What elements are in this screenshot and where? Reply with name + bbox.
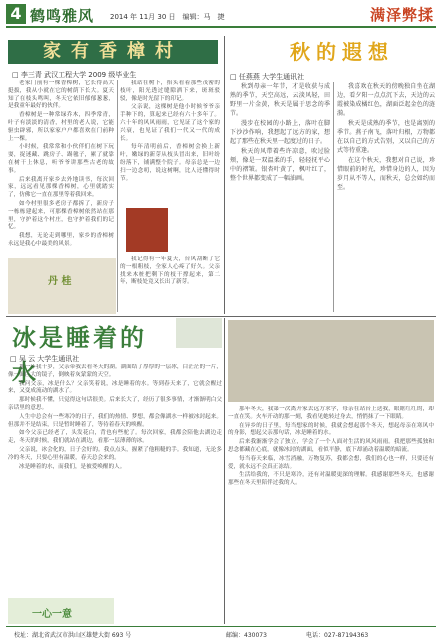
article-title-right: 秋的遐想 (290, 40, 394, 64)
paragraph: 秋天是成熟的季节，也是离别的季节。燕子南飞，落叶归根，万物都在以自己的方式告别，又以自己的方式等待重逢。 (337, 120, 435, 154)
paragraph: 香樟树是一种常绿乔木，四季常青，叶子有淡淡的清香，村里的老人说，它能驱虫辟邪，所以家家户户都喜欢在门前种上一棵。 (8, 112, 114, 142)
page-header (6, 4, 436, 28)
paragraph: 在这个秋天，我想对自己说，珍惜眼前的时光，珍惜身边的人，因为岁月从不等人，而秋天，总会如约而至。 (337, 157, 435, 191)
decorative-sketch (176, 318, 222, 348)
paragraph: 父亲说，冰会化的，日子会好的。我点点头，握紧了他粗糙的手。我知道，无论多冷的冬天，只要心里有温暖，春天总会来的。 (8, 446, 222, 461)
section-divider-horizontal (6, 316, 436, 317)
paragraph: 我记得有一年夏天，台风刮断了它的一根粗枝，全家人心疼了好久。父亲找来木桩把剩下的枝干撑起来，第二年，断枝处竟又长出了新芽。 (120, 256, 220, 286)
paragraph: 冰是睡着的水，而我们，是被爱唤醒的人。 (19, 463, 126, 470)
section-title: 满泽弊揉 (369, 6, 434, 24)
article-body-right-2 (337, 82, 435, 312)
paragraph: 父亲说，这棵树是他小时候爷爷亲手种下的，算起来已经有六十多年了。六十年的风风雨雨，它见证了这个家的兴衰，也见证了我们一代又一代的成长。 (120, 104, 220, 142)
paragraph: 那年冬天，我第一次离开家去远方求学，母亲在站台上送我，眼眶红红的，却一直在笑。火车开动的那一刻，我看见她转过身去，悄悄抹了一下眼睛。 (228, 406, 434, 420)
osmanthus-illustration (8, 258, 116, 314)
paragraph: 那时候我不懂，只觉得这句话很美。后来长大了，经历了很多事情，才渐渐明白父亲话里的意思。 (8, 397, 222, 411)
image-caption: 丹 桂 (48, 276, 72, 287)
article-body-bottom-right (228, 406, 434, 624)
paragraph: 那一年我十岁，父亲带我去看冬天的湖。湖面结了厚厚的一层冰，白茫茫的一片，像一面巨大的镜子，倒映着灰蒙蒙的天空。 (8, 364, 222, 378)
paragraph: 后来我渐渐学会了独立，学会了一个人面对生活的风风雨雨。我把那些孤独和思念都藏在心底，就像冰封的湖面，看似平静，底下却涌动着温暖的暗流。 (228, 439, 434, 453)
column-divider (333, 82, 334, 312)
photo (228, 320, 434, 402)
paragraph: 人生中总会有一些寒冷的日子，我们的热情、梦想，都会像湖水一样被冰封起来。但那并不是结束，只是暂时睡着了，等待着春天的唤醒。 (8, 413, 222, 428)
paragraph: 漫步在校园的小路上，落叶在脚下沙沙作响，我想起了远方的家，想起了那些在秋天里一起度过的日子。 (230, 120, 330, 145)
footer-phone: 电话：027-87194363 (306, 632, 369, 639)
byline-left: □ 李三青 武汉工程大学 2009 级毕业生 (12, 71, 137, 79)
article-title-bottom: 冰是睡着的水 (12, 323, 147, 387)
paragraph: 我喜欢在秋天的傍晚独自坐在湖边，看夕阳一点点沉下去，天边的云霞被染成橘红色，湖面泛起金色的涟漪。 (337, 83, 435, 117)
decorative-banner (8, 598, 114, 624)
paragraph: 在异乡的日子里，每当想家的时候，我就会想起那个冬天，想起母亲在寒风中的身影，想起父亲那句话，冰是睡着的水。 (228, 422, 434, 437)
section-divider (224, 36, 225, 314)
paragraph: 我问父亲，冰是什么？父亲笑着说，冰是睡着的水。等到春天来了，它就会醒过来，又变成流动的湖水了。 (8, 380, 222, 395)
byline-right: □ 任燕燕 大学生通讯社 (230, 73, 305, 81)
banner-caption: 一心一意 (32, 609, 72, 620)
section-divider (224, 318, 225, 624)
paragraph: 秋到母亲一年节，才是收获与成熟的季节，天空高远，云淡风轻，田野里一片金黄，秋天是属于思念的季节。 (230, 83, 330, 117)
paragraph: 小时候，我常常和小伙伴们在树下玩耍，捉迷藏、跳房子、踢毽子，累了就靠在树干上休息，听爷爷讲那些古老的故事。 (8, 144, 114, 174)
article-body-bottom-left (8, 364, 222, 596)
date-line: 2014 年 11月 30 日 编辑：马 捷 (110, 13, 225, 21)
article-body-middle-2 (120, 256, 220, 314)
paragraph: 我站在树下，抬头看着那些茂密的枝叶，阳光透过缝隙洒下来，斑斑驳驳，像是时光留下的印记。 (120, 80, 220, 102)
article-body-middle (120, 80, 220, 206)
article-body-right (230, 82, 330, 312)
paragraph: 如今父亲已经老了，头发花白，背也有些驼了。每次回家，我都会陪他去湖边走走，冬天的时候，我们就站在湖边，看那一层薄薄的冰。 (8, 430, 222, 445)
paragraph: 后来我离开家乡去外地读书，每次回家，远远看见那棵香樟树，心里就踏实了，仿佛它一直在那里等着我回来。 (8, 176, 114, 199)
article-title-left: 家有香樟村 (8, 40, 218, 64)
page-footer (6, 626, 436, 639)
footer-address: 校址：湖北省武汉市洪山区雄楚大街 693 号 (14, 632, 132, 639)
paragraph: 如今村里很多老房子都拆了，新房子一栋栋建起来，可那棵香樟树依然站在那里，守护着这个村庄，也守护着我们的记忆。 (8, 200, 114, 231)
paragraph: 每当春天来临，冰雪消融，万物复苏，我都会想，我们的心也一样，只要还有爱，就永远不会真正冻结。 (228, 455, 434, 470)
decorative-image (126, 208, 168, 252)
paragraph: 老家门前有一棵香樟树，它长得高大挺拔，我从小就在它的树荫下长大。夏天知了在枝头鸣叫，冬天它依旧郁郁葱葱，是我童年最好的伙伴。 (8, 80, 114, 110)
byline-bottom: □ 吴 云 大学生通讯社 (10, 355, 80, 363)
paragraph: 秋天的风带着些许凉意，吹过脸颊，像是一双温柔的手，轻轻抚平心中的褶皱。银杏叶黄了，枫叶红了，整个世界都变成了一幅油画。 (230, 148, 330, 182)
paragraph: 每年清明前后，香樟树会换上新叶，嫩绿的新芽从枝头冒出来，旧叶纷纷落下，铺满整个院子。母亲总是一边扫一边念叨，说这树啊，比人还懂得时节。 (120, 144, 220, 182)
column-divider (117, 80, 118, 312)
paragraph: 我想，无论走到哪里，家乡的香樟树永远是我心中最美的风景。 (8, 233, 114, 247)
page-number: 4 (6, 4, 26, 24)
footer-postcode: 邮编：430073 (226, 632, 267, 639)
paper-name: 鹤鸣雅风 (30, 7, 95, 25)
paragraph: 生活给我的，不只是寒冷，还有对温暖更深的理解。我感谢那些冬天，也感谢那些在冬天里陪伴过我的人。 (228, 472, 434, 487)
